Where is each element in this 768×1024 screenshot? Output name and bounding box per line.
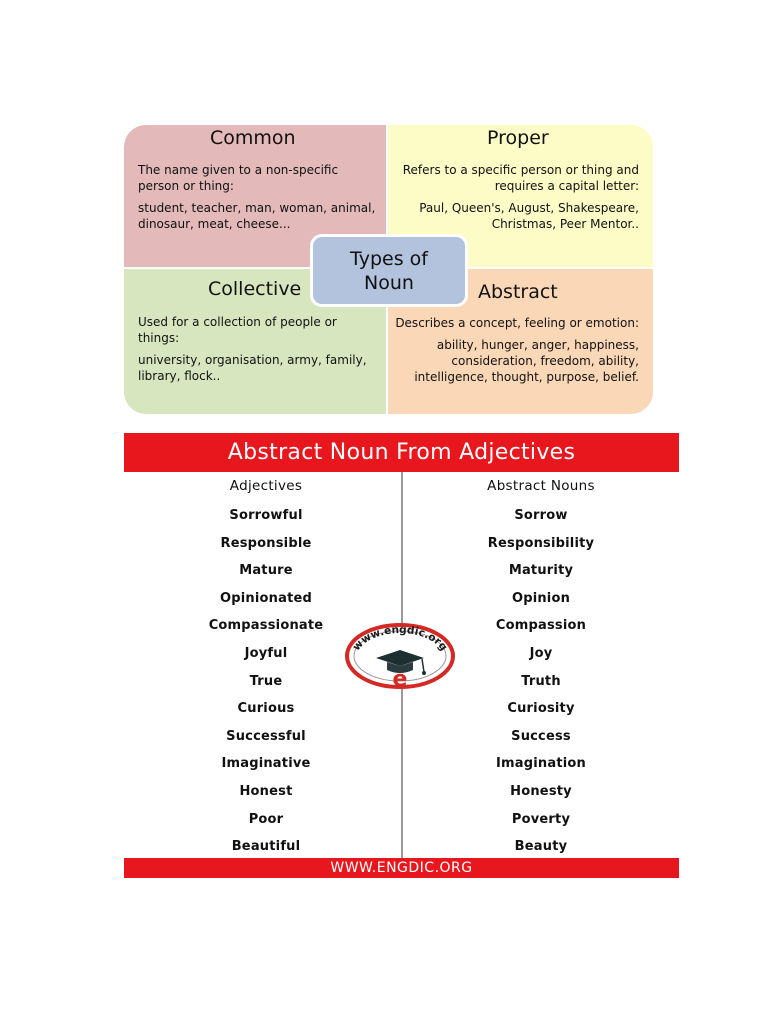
adjective-item: True (249, 673, 283, 689)
collective-noun-definition: Used for a collection of people or things: (138, 315, 337, 345)
adjective-item: Mature (239, 563, 293, 579)
abstract-noun-item: Compassion (495, 618, 587, 634)
adjectives-header: Adjectives (229, 478, 303, 494)
abstract-noun-examples: ability, hunger, anger, happiness, consideration, freedom, ability, intelligence, thought, purpose, belief. (414, 338, 639, 384)
adjective-item: Successful (226, 728, 306, 744)
adjective-item: Sorrowful (229, 508, 303, 523)
abstract-noun-definition: Describes a concept, feeling or emotion: (395, 316, 639, 330)
common-noun-title: Common (210, 127, 296, 149)
proper-noun-text (391, 162, 639, 232)
abstract-noun-item: Maturity (508, 563, 574, 579)
abstract-nouns-header: Abstract Nouns (487, 478, 595, 494)
abstract-noun-item: Sorrow (514, 508, 568, 523)
abstract-noun-item: Success (511, 728, 571, 744)
proper-noun-examples: Paul, Queen's, August, Shakespeare, Christmas, Peer Mentor.. (419, 201, 639, 231)
abstract-noun-item: Truth (521, 673, 561, 689)
adjective-item: Compassionate (208, 618, 324, 634)
common-noun-definition: The name given to a non-specific person or thing: (138, 163, 339, 193)
center-label-line2: Noun (364, 271, 414, 294)
abstract-noun-item: Opinion (511, 590, 571, 606)
abstract-noun-item: Imagination (495, 756, 586, 772)
abstract-noun-item: Joy (529, 645, 553, 661)
collective-noun-title: Collective (208, 278, 302, 300)
adjective-item: Honest (239, 783, 293, 799)
adjective-item: Opinionated (219, 590, 313, 606)
sheet-title: Abstract Noun From Adjectives (227, 440, 576, 465)
adjective-item: Responsible (220, 535, 312, 551)
center-label-line1: Types of (350, 247, 428, 270)
adjective-item: Curious (237, 701, 295, 717)
abstract-noun-title: Abstract (478, 281, 558, 303)
proper-noun-definition: Refers to a specific person or thing and requires a capital letter: (402, 163, 639, 193)
abstract-noun-item: Beauty (514, 839, 568, 855)
types-of-noun-center-label (310, 234, 468, 307)
common-noun-text (138, 162, 378, 232)
logo-url-text: www.engdic.org (350, 623, 450, 654)
adjective-item: Imaginative (221, 756, 311, 772)
footer-bar (124, 858, 679, 878)
abstract-noun-item: Poverty (511, 811, 571, 827)
abstract-noun-text (389, 315, 639, 385)
abstract-noun-item: Curiosity (507, 701, 575, 717)
footer-url: WWW.ENGDIC.ORG (330, 860, 473, 876)
abstract-noun-item: Honesty (510, 783, 572, 799)
adjective-item: Poor (248, 811, 284, 827)
abstract-noun-item: Responsibility (487, 535, 595, 551)
proper-noun-title: Proper (487, 127, 549, 149)
sheet-title-bar (124, 433, 679, 472)
collective-noun-text (138, 314, 374, 384)
logo-e-letter: e (392, 667, 408, 689)
collective-noun-examples: university, organisation, army, family, library, flock.. (138, 353, 367, 383)
adjective-item: Beautiful (231, 839, 301, 855)
adjective-item: Joyful (244, 645, 288, 661)
common-noun-examples: student, teacher, man, woman, animal, dinosaur, meat, cheese... (138, 201, 376, 231)
engdic-logo (344, 623, 456, 689)
